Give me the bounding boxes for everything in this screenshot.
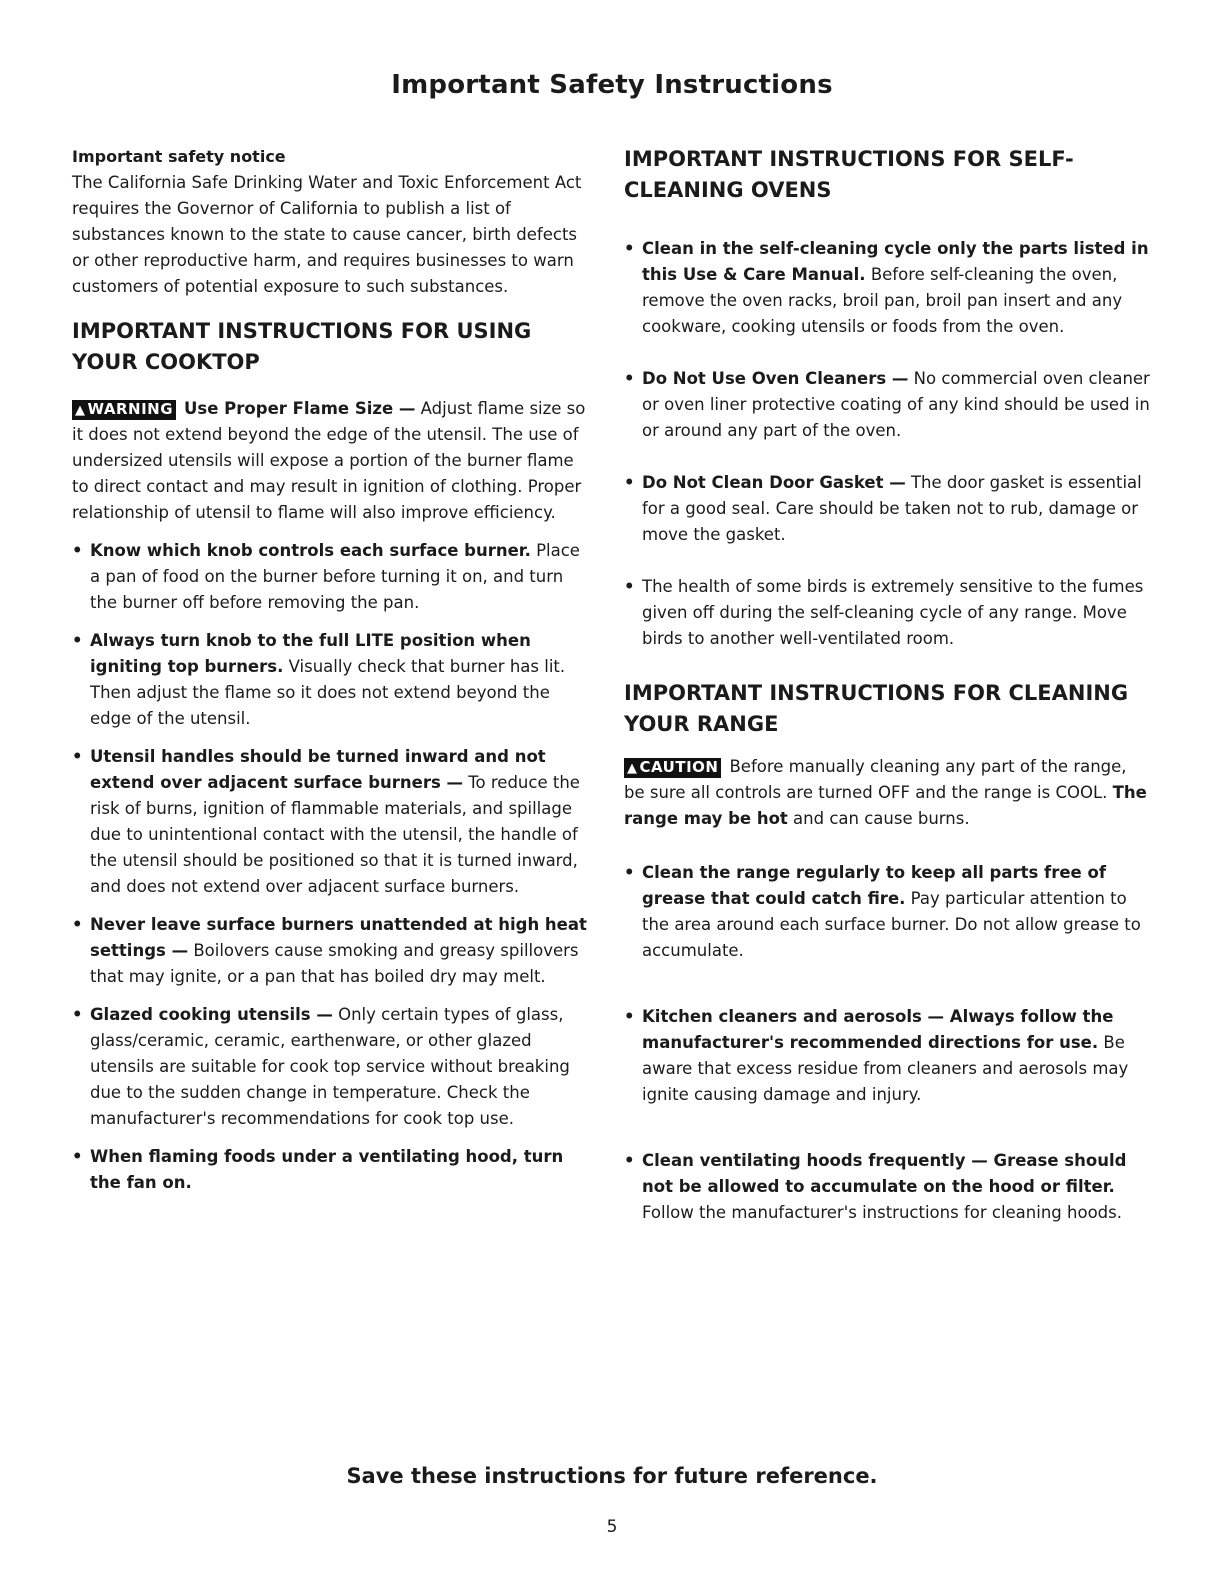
bullet-bold: Clean the range regularly to keep all parts free of grease that could catch fire.	[642, 863, 1106, 908]
left-column	[72, 144, 592, 1208]
caution-label: CAUTION	[639, 758, 719, 776]
bullet-text: Place a pan of food on the burner before turning it on, and turn the burner off before removing the pan.	[90, 541, 580, 612]
bullet-text: Pay particular attention to the area around each surface burner. Do not allow grease to accumulate.	[642, 889, 1141, 960]
bullet-bold: Never leave surface burners unattended at high heat settings —	[90, 915, 587, 960]
warning-text: Adjust flame size so it does not extend beyond the edge of the utensil. The use of undersized utensils will expose a portion of the burner flame to direct contact and may result in ignition of clothing. Proper relationship of utensil to flame will also improve efficiency.	[72, 399, 586, 522]
bullet-bold: Utensil handles should be turned inward and not extend over adjacent surface burners —	[90, 747, 546, 792]
bullet-icon: •	[72, 541, 83, 560]
warning-bold: Use Proper Flame Size —	[184, 399, 416, 418]
warning-label: WARNING	[87, 400, 174, 418]
list-item	[72, 1144, 592, 1196]
bullet-bold: Glazed cooking utensils —	[90, 1005, 333, 1024]
list-item	[624, 1148, 1152, 1226]
bullet-text: To reduce the risk of burns, ignition of flammable materials, and spillage due to unintentional contact with the utensil, the handle of the utensil should be positioned so that it is turned inward, and does not extend over adjacent surface burners.	[90, 773, 580, 896]
caution-text: Before manually cleaning any part of the range, be sure all controls are turned OFF and the range is COOL.	[624, 757, 1127, 802]
notice-title: Important safety notice	[72, 147, 286, 166]
bullet-icon: •	[72, 1147, 83, 1166]
bullet-text: Follow the manufacturer's instructions for cleaning hoods.	[642, 1203, 1122, 1222]
bullet-icon: •	[624, 369, 635, 388]
page-title: Important Safety Instructions	[391, 70, 833, 100]
bullet-bold: Clean ventilating hoods frequently — Grease should not be allowed to accumulate on the hood or filter.	[642, 1151, 1127, 1196]
bullet-text: Be aware that excess residue from cleaners and aerosols may ignite causing damage and injury.	[642, 1033, 1129, 1104]
cleaning-heading: IMPORTANT INSTRUCTIONS FOR CLEANING YOUR RANGE	[624, 681, 1129, 736]
caution-paragraph	[624, 754, 1152, 832]
bullet-bold: Do Not Clean Door Gasket —	[642, 473, 906, 492]
bullet-text: Visually check that burner has lit. Then adjust the flame so it does not extend beyond the edge of the utensil.	[90, 657, 566, 728]
bullet-text: No commercial oven cleaner or oven liner protective coating of any kind should be used in or around any part of the oven.	[642, 369, 1150, 440]
bullet-bold: Know which knob controls each surface burner.	[90, 541, 531, 560]
caution-badge	[624, 758, 721, 778]
bullet-icon: •	[624, 239, 635, 258]
caution-bold: The range may be hot	[624, 783, 1147, 828]
cooktop-heading: IMPORTANT INSTRUCTIONS FOR USING YOUR COOKTOP	[72, 319, 532, 374]
list-item	[624, 236, 1152, 340]
caution-triangle-icon: ▲	[627, 761, 638, 776]
warning-triangle-icon: ▲	[75, 403, 86, 418]
bullet-text: Only certain types of glass, glass/ceramic, ceramic, earthenware, or other glazed utensils are suitable for cook top service without breaking due to the sudden change in temperature. Check the manufacturer's recommendations for cook top use.	[90, 1005, 570, 1128]
bullet-bold: Always turn knob to the full LITE position when igniting top burners.	[90, 631, 531, 676]
list-item	[72, 912, 592, 990]
list-item	[72, 538, 592, 616]
warning-badge	[72, 400, 176, 420]
list-item	[624, 470, 1152, 548]
bullet-bold: Do Not Use Oven Cleaners —	[642, 369, 909, 388]
bullet-text: The door gasket is essential for a good seal. Care should be taken not to rub, damage or move the gasket.	[642, 473, 1142, 544]
bullet-icon: •	[624, 1151, 635, 1170]
list-item	[72, 744, 592, 900]
caution-text-end: and can cause burns.	[787, 809, 970, 828]
bullet-text: Boilovers cause smoking and greasy spillovers that may ignite, or a pan that has boiled dry may melt.	[90, 941, 579, 986]
page-number: 5	[606, 1517, 618, 1537]
list-item	[72, 628, 592, 732]
save-instructions-note: Save these instructions for future reference.	[346, 1464, 878, 1488]
list-item	[624, 574, 1152, 652]
list-item	[72, 1002, 592, 1132]
bullet-text: The health of some birds is extremely sensitive to the fumes given off during the self-cleaning cycle of any range. Move birds to another well-ventilated room.	[642, 577, 1144, 648]
notice-text: The California Safe Drinking Water and Toxic Enforcement Act requires the Governor of California to publish a list of substances known to the state to cause cancer, birth defects or other reproductive harm, and requires businesses to warn customers of potential exposure to such substances.	[72, 173, 582, 296]
list-item	[624, 366, 1152, 444]
bullet-icon: •	[624, 863, 635, 882]
bullet-text: Before self-cleaning the oven, remove the oven racks, broil pan, broil pan insert and any cookware, cooking utensils or foods from the oven.	[642, 265, 1123, 336]
bullet-icon: •	[72, 1005, 83, 1024]
bullet-icon: •	[624, 1007, 635, 1026]
list-item	[624, 860, 1152, 964]
bullet-icon: •	[72, 747, 83, 766]
bullet-icon: •	[624, 577, 635, 596]
bullet-bold: Kitchen cleaners and aerosols — Always follow the manufacturer's recommended directions for use.	[642, 1007, 1114, 1052]
right-column	[624, 144, 1152, 1252]
selfclean-heading: IMPORTANT INSTRUCTIONS FOR SELF-CLEANING OVENS	[624, 147, 1074, 202]
list-item	[624, 1004, 1152, 1108]
bullet-icon: •	[624, 473, 635, 492]
bullet-bold: When flaming foods under a ventilating hood, turn the fan on.	[90, 1147, 564, 1192]
warning-paragraph	[72, 396, 592, 526]
bullet-icon: •	[72, 915, 83, 934]
bullet-bold: Clean in the self-cleaning cycle only the parts listed in this Use & Care Manual.	[642, 239, 1149, 284]
bullet-icon: •	[72, 631, 83, 650]
